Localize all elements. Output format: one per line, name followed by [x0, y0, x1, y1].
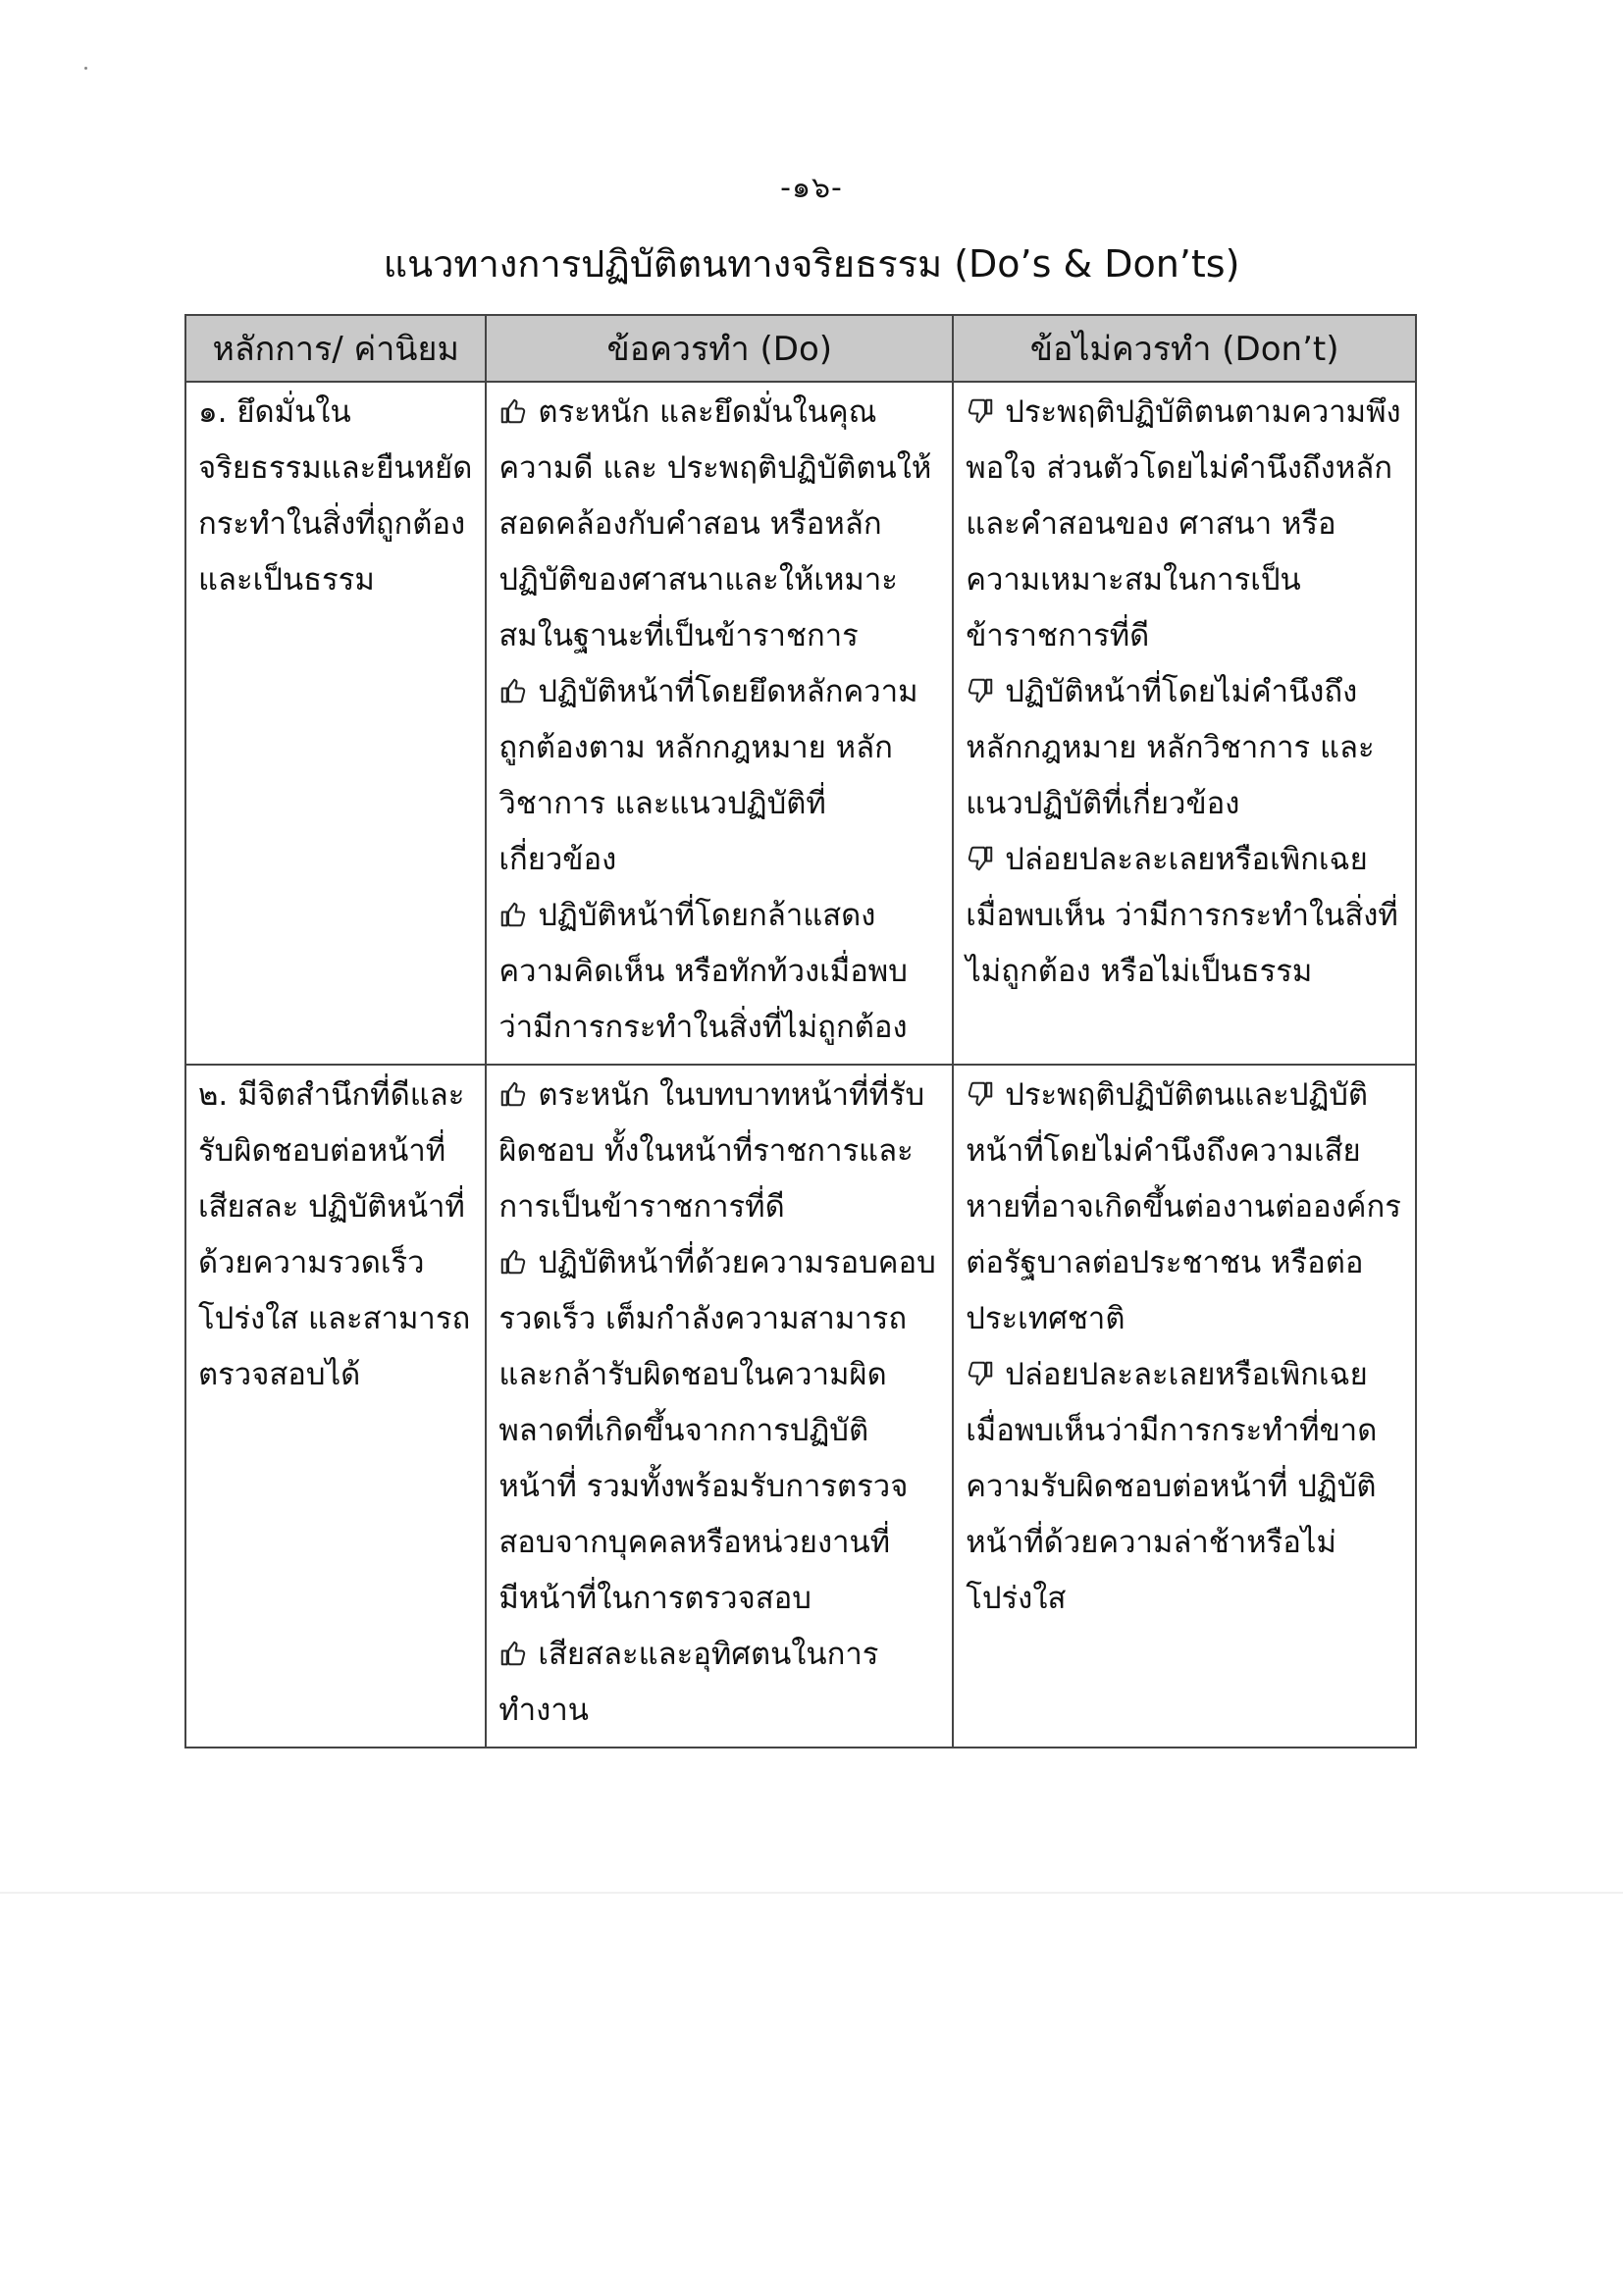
thumbs-down-icon: [966, 1359, 995, 1388]
header-dont: ข้อไม่ควรทำ (Don’t): [953, 315, 1416, 382]
ethics-guidelines-table: [184, 314, 1417, 1748]
thumbs-up-icon: [498, 396, 528, 426]
dont-entry: [966, 832, 1403, 1000]
do-entry-text: ปฏิบัติหน้าที่โดยยึดหลักความถูกต้องตาม หลักกฎหมาย หลักวิชาการ และแนวปฏิบัติที่เกี่ยวข้อง: [498, 674, 918, 877]
header-do: ข้อควรทำ (Do): [486, 315, 953, 382]
dont-entry: [966, 1347, 1403, 1627]
dont-cell: [953, 1065, 1416, 1748]
do-entry-text: ตระหนัก ในบทบาทหน้าที่ที่รับผิดชอบ ทั้งในหน้าที่ราชการและการเป็นข้าราชการที่ดี: [498, 1077, 925, 1225]
dont-entry-text: ประพฤติปฏิบัติตนตามความพึงพอใจ ส่วนตัวโดยไม่คำนึงถึงหลักและคำสอนของ ศาสนา หรือความเหมาะสมในการเป็นข้าราชการที่ดี: [966, 394, 1401, 653]
page-number: -๑๖-: [780, 171, 843, 205]
thumbs-down-icon: [966, 676, 995, 705]
dont-entry-text: ปล่อยปละละเลยหรือเพิกเฉยเมื่อพบเห็น ว่ามีการกระทำในสิ่งที่ไม่ถูกต้อง หรือไม่เป็นธรรม: [966, 842, 1398, 989]
principle-cell: [185, 382, 486, 1065]
dont-entry: [966, 1068, 1403, 1347]
do-entry: [498, 1235, 940, 1627]
do-entry-text: ปฏิบัติหน้าที่โดยกล้าแสดงความคิดเห็น หรือทักท้วงเมื่อพบว่ามีการกระทำในสิ่งที่ไม่ถูกต้อง: [498, 898, 908, 1045]
dont-cell: [953, 382, 1416, 1065]
thumbs-up-icon: [498, 1247, 528, 1277]
thumbs-up-icon: [498, 900, 528, 929]
thumbs-down-icon: [966, 396, 995, 426]
principle-text: ๑. ยึดมั่นในจริยธรรมและยืนหยัดกระทำในสิ่งที่ถูกต้องและเป็นธรรม: [198, 394, 473, 598]
thumbs-down-icon: [966, 844, 995, 873]
do-cell: [486, 1065, 953, 1748]
table-row: [185, 1065, 1416, 1748]
thumbs-up-icon: [498, 676, 528, 705]
document-title: แนวทางการปฏิบัติตนทางจริยธรรม (Do’s & Don’ts): [383, 242, 1240, 286]
table-header-row: [185, 315, 1416, 382]
thumbs-down-icon: [966, 1079, 995, 1109]
dont-entry: [966, 664, 1403, 832]
do-cell: [486, 382, 953, 1065]
principle-text: ๒. มีจิตสำนึกที่ดีและรับผิดชอบต่อหน้าที่ เสียสละ ปฏิบัติหน้าที่ด้วยความรวดเร็ว โปร่งใส และสามารถตรวจสอบได้: [198, 1077, 471, 1392]
scan-artifact-line: [0, 1892, 1623, 1894]
do-entry: [498, 1627, 940, 1739]
header-principle: หลักการ/ ค่านิยม: [185, 315, 486, 382]
do-entry: [498, 385, 940, 664]
do-entry-text: ตระหนัก และยึดมั่นในคุณความดี และ ประพฤติปฏิบัติตนให้สอดคล้องกับคำสอน หรือหลักปฏิบัติของศาสนาและให้เหมาะสมในฐานะที่เป็นข้าราชการ: [498, 394, 932, 653]
do-entry-text: ปฏิบัติหน้าที่ด้วยความรอบคอบ รวดเร็ว เต็มกำลังความสามารถและกล้ารับผิดชอบในความผิดพลาดที่เกิดขึ้นจากการปฏิบัติหน้าที่ รวมทั้งพร้อมรับการตรวจสอบจากบุคคลหรือหน่วยงานที่มีหน้าที่ในการตรวจสอบ: [498, 1245, 936, 1616]
dont-entry-text: ปฏิบัติหน้าที่โดยไม่คำนึงถึงหลักกฎหมาย หลักวิชาการ และแนวปฏิบัติที่เกี่ยวข้อง: [966, 674, 1375, 821]
dont-entry-text: ประพฤติปฏิบัติตนและปฏิบัติหน้าที่โดยไม่คำนึงถึงความเสียหายที่อาจเกิดขึ้นต่องานต่อองค์กรต่อรัฐบาลต่อประชาชน หรือต่อประเทศชาติ: [966, 1077, 1401, 1336]
scan-speck: [84, 67, 87, 70]
dont-entry: [966, 385, 1403, 664]
do-entry: [498, 664, 940, 888]
do-entry: [498, 888, 940, 1056]
do-entry-text: เสียสละและอุทิศตนในการทำงาน: [498, 1637, 879, 1728]
thumbs-up-icon: [498, 1079, 528, 1109]
thumbs-up-icon: [498, 1639, 528, 1668]
principle-cell: [185, 1065, 486, 1748]
do-entry: [498, 1068, 940, 1235]
dont-entry-text: ปล่อยปละละเลยหรือเพิกเฉยเมื่อพบเห็นว่ามีการกระทำที่ขาดความรับผิดชอบต่อหน้าที่ ปฏิบัติหน้าที่ด้วยความล่าช้าหรือไม่โปร่งใส: [966, 1357, 1378, 1616]
table-row: [185, 382, 1416, 1065]
